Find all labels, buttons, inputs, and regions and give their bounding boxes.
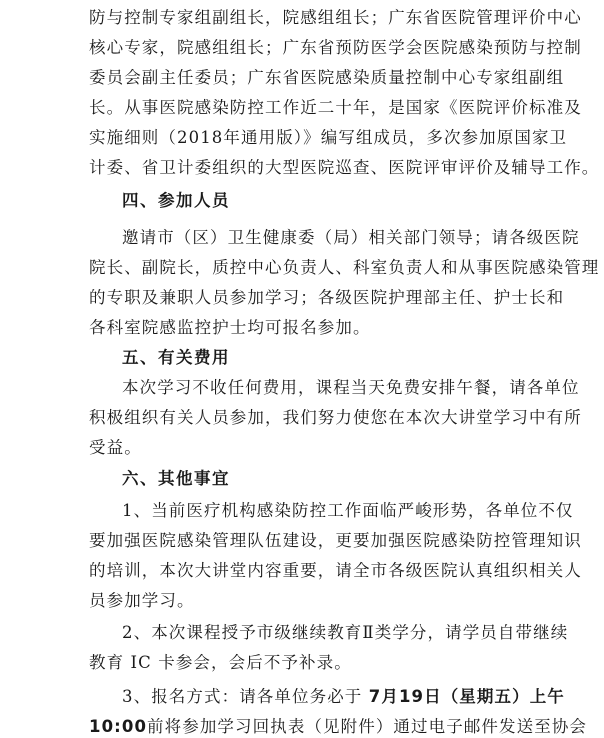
section-heading-fees: 五、有关费用 — [122, 348, 230, 367]
expert-bio-line-3: 委员会副主任委员；广东省医院感染质量控制中心专家组副组 — [89, 68, 565, 87]
expert-bio-line-2: 核心专家，院感组组长；广东省预防医学会医院感染预防与控制 — [89, 38, 582, 57]
fees-line-2: 积极组织有关人员参加，我们努力使您在本次大讲堂学习中有所 — [89, 408, 582, 427]
fees-line-3: 受益。 — [89, 438, 142, 457]
participants-line-1: 邀请市（区）卫生健康委（局）相关部门领导；请各级医院 — [122, 228, 580, 247]
item3-registration-instructions: 前将参加学习回执表（见附件）通过电子邮件发送至协会 — [147, 717, 588, 736]
section-heading-other: 六、其他事宜 — [122, 469, 230, 488]
participants-line-4: 各科室院感监控护士均可报名参加。 — [89, 318, 371, 337]
item3-line-1 — [122, 686, 565, 708]
expert-bio-line-6: 计委、省卫计委组织的大型医院巡查、医院评审评价及辅导工作。 — [89, 158, 600, 177]
item2-line-1: 2、本次课程授予市级继续教育Ⅱ类学分，请学员自带继续 — [122, 623, 569, 642]
item3-line-2 — [89, 716, 588, 738]
participants-line-3: 的专职及兼职人员参加学习；各级医院护理部主任、护士长和 — [89, 288, 565, 307]
section-heading-participants: 四、参加人员 — [122, 191, 230, 210]
item3-registration-prefix: 3、报名方式：请各单位务必于 — [122, 687, 363, 706]
expert-bio-line-4: 长。从事医院感染防控工作近二十年，是国家《医院评价标准及 — [89, 98, 582, 117]
expert-bio-line-5: 实施细则（2018年通用版）》编写组成员，多次参加原国家卫 — [89, 128, 568, 147]
item1-line-4: 员参加学习。 — [89, 591, 195, 610]
item1-line-3: 的培训，本次大讲堂内容重要，请全市各级医院认真组织相关人 — [89, 561, 582, 580]
item1-line-2: 要加强医院感染管理队伍建设，更要加强医院感染防控管理知识 — [89, 531, 582, 550]
expert-bio-line-1: 防与控制专家组副组长，院感组组长；广东省医院管理评价中心 — [89, 8, 582, 27]
item3-deadline-date: 7月19日（星期五）上午 — [368, 687, 565, 706]
item1-line-1: 1、当前医疗机构感染防控工作面临严峻形势，各单位不仅 — [122, 501, 574, 520]
fees-line-1: 本次学习不收任何费用，课程当天免费安排午餐，请各单位 — [122, 378, 580, 397]
item2-line-2: 教育 IC 卡参会，会后不予补录。 — [89, 653, 352, 672]
item3-deadline-time: 10:00 — [89, 717, 148, 736]
participants-line-2: 院长、副院长，质控中心负责人、科室负责人和从事医院感染管理 — [89, 258, 600, 277]
